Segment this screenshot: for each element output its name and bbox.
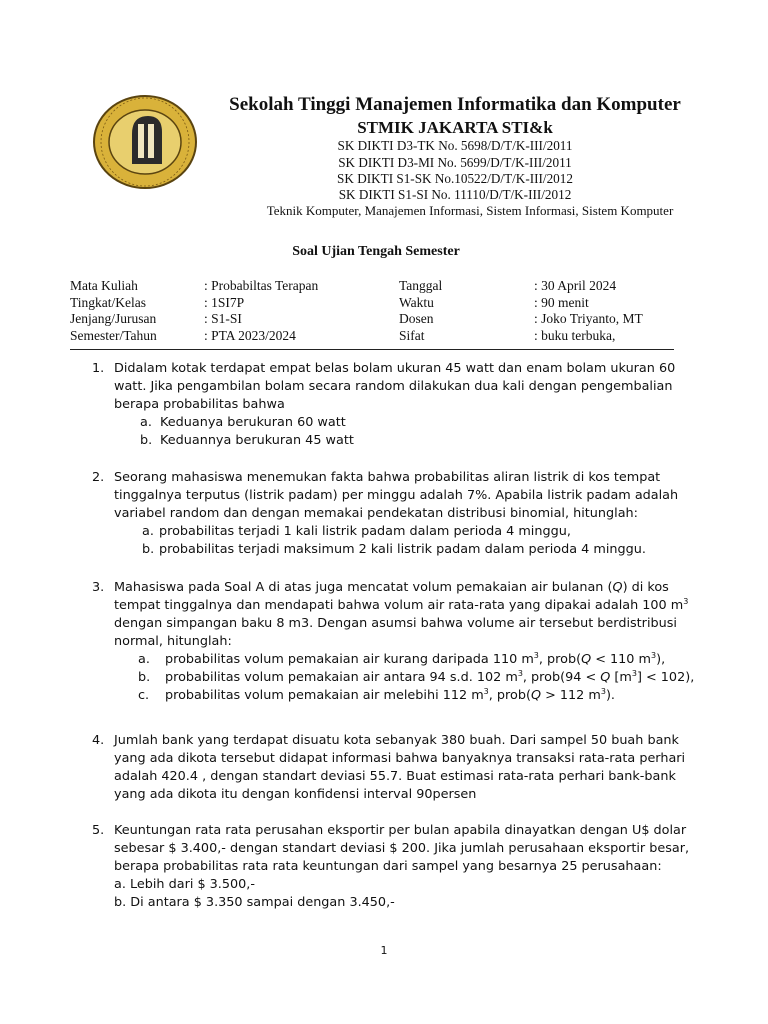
sub-question [114, 687, 702, 705]
question-text: Didalam kotak terdapat empat belas bolam ukuran 45 watt dan enam bolam ukuran 60 [114, 361, 676, 376]
sub-label: b. [140, 433, 153, 448]
page-number: 1 [380, 944, 388, 957]
sub-text: probabilitas terjadi maksimum 2 kali listrik padam dalam perioda 4 minggu. [159, 542, 646, 557]
question-text: berapa probabilitas rata rata keuntungan dari sampel yang besarnya 25 perusahaan: [114, 859, 662, 874]
sub-question [114, 651, 702, 669]
info-value: : Joko Triyanto, MT [534, 311, 643, 326]
sub-label: a. [142, 524, 154, 539]
question-text: watt. Jika pengambilan bolam secara random dilakukan dua kali dengan pengembalian [114, 379, 673, 394]
sub-label: a. [140, 415, 152, 430]
sk-line-4: SK DIKTI S1-SI No. 11110/D/T/K-III/2012 [338, 187, 572, 202]
question-text: yang ada dikota itu dengan konfidensi interval 90persen [114, 787, 477, 802]
question-text: berapa probabilitas bahwa [114, 397, 285, 412]
info-left-labels [70, 278, 157, 344]
info-label: Dosen [399, 311, 434, 326]
info-value: : S1-SI [204, 311, 242, 326]
sub-text: probabilitas volum pemakaian air antara 94 s.d. 102 $m^3$, prob(94 < Q $[m^3] < 102$), [165, 669, 695, 685]
info-label: Mata Kuliah [70, 278, 138, 293]
question-number: 2. [92, 470, 105, 485]
sk-line-2: SK DIKTI D3-MI No. 5699/D/T/K-III/2011 [338, 155, 572, 170]
question-text: b. Di antara $ 3.350 sampai dengan 3.450,- [114, 895, 395, 910]
question-1 [92, 360, 702, 450]
info-right-values [534, 278, 643, 344]
question-5 [92, 822, 702, 912]
sk-line-1: SK DIKTI D3-TK No. 5698/D/T/K-III/2011 [337, 138, 573, 153]
sub-label: b. [138, 670, 151, 685]
sub-label: a. [138, 652, 150, 667]
question-4 [92, 732, 702, 804]
sk-line-3: SK DIKTI S1-SK No.10522/D/T/K-III/2012 [337, 171, 573, 186]
question-text: sebesar $ 3.400,- dengan standart deviasi $ 200. Jika jumlah perusahaan eksportir besar, [114, 841, 690, 856]
question-number: 3. [92, 580, 105, 595]
question-3 [92, 579, 702, 705]
question-text: tinggalnya terputus (listrik padam) per minggu adalah 7%. Apabila listrik padam adalah [114, 488, 679, 503]
info-value: : buku terbuka, [534, 327, 616, 343]
info-label: Jenjang/Jurusan [70, 311, 157, 326]
info-left-values [204, 278, 318, 344]
question-number: 4. [92, 733, 105, 748]
info-right-labels [399, 278, 442, 344]
sub-question [114, 669, 702, 687]
info-label: Waktu [399, 294, 434, 310]
info-value: : 30 April 2024 [534, 278, 617, 293]
question-text: Jumlah bank yang terdapat disuatu kota sebanyak 380 buah. Dari sampel 50 buah bank [114, 733, 679, 748]
question-number: 5. [92, 823, 105, 838]
info-label: Tingkat/Kelas [70, 294, 147, 310]
sub-question [114, 432, 702, 450]
sub-text: Keduanya berukuran 60 watt [160, 415, 346, 430]
info-label: Sifat [399, 327, 425, 343]
question-text: a. Lebih dari $ 3.500,- [114, 877, 255, 892]
question-text: normal, hitunglah: [114, 634, 232, 649]
question-text: Mahasiswa pada Soal A di atas juga mencatat volum pemakaian air bulanan (Q) di kos [114, 580, 669, 595]
question-text: Seorang mahasiswa menemukan fakta bahwa probabilitas aliran listrik di kos tempat [114, 470, 661, 485]
info-label: Semester/Tahun [70, 327, 157, 343]
sub-question [114, 541, 702, 559]
question-text: tempat tinggalnya dan mendapati bahwa volum air rata-rata yang dipakai adalah 100 $m^3$ [114, 597, 689, 613]
exam-title: Soal Ujian Tengah Semester [292, 244, 460, 259]
sub-label: c. [138, 688, 150, 703]
header-divider [70, 349, 674, 350]
institution-name: Sekolah Tinggi Manajemen Informatika dan Komputer [229, 94, 681, 115]
info-value: : 1SI7P [204, 294, 245, 310]
question-text: dengan simpangan baku 8 m3. Dengan asumsi bahwa volume air tersebut berdistribusi [114, 616, 677, 631]
program-list: Teknik Komputer, Manajemen Informasi, Sistem Informasi, Sistem Komputer [266, 203, 674, 218]
question-text: variabel random dan dengan memakai pendekatan distribusi binomial, hitunglah: [114, 506, 638, 521]
sub-question [114, 523, 702, 541]
info-value: : 90 menit [534, 294, 589, 310]
info-label: Tanggal [399, 278, 443, 293]
institution-abbreviation: STMIK JAKARTA STI&k [357, 118, 553, 137]
info-value: : Probabiltas Terapan [204, 278, 319, 293]
question-text: yang ada dikota tersebut didapat informasi bahwa banyaknya transaksi rata-rata perhari [114, 751, 686, 766]
sub-label: b. [142, 542, 155, 557]
sub-text: Keduannya berukuran 45 watt [160, 433, 354, 448]
question-2 [92, 469, 702, 559]
sub-text: probabilitas volum pemakaian air kurang daripada 110 $m^3$, prob(Q < 110 $m^3$), [165, 651, 666, 667]
sub-text: probabilitas terjadi 1 kali listrik padam dalam perioda 4 minggu, [159, 524, 571, 539]
sub-text: probabilitas volum pemakaian air melebihi 112 $m^3$, prob(Q > 112 $m^3$). [165, 687, 615, 703]
sub-question [114, 414, 702, 432]
institution-logo [92, 94, 198, 190]
question-number: 1. [92, 361, 105, 376]
question-text: adalah 420.4 , dengan standart deviasi 55.7. Buat estimasi rata-rata perhari bank-bank [114, 769, 676, 784]
info-value: : PTA 2023/2024 [204, 327, 296, 343]
question-text: Keuntungan rata rata perusahan eksportir per bulan apabila dinayatkan dengan U$ dolar [114, 823, 687, 838]
